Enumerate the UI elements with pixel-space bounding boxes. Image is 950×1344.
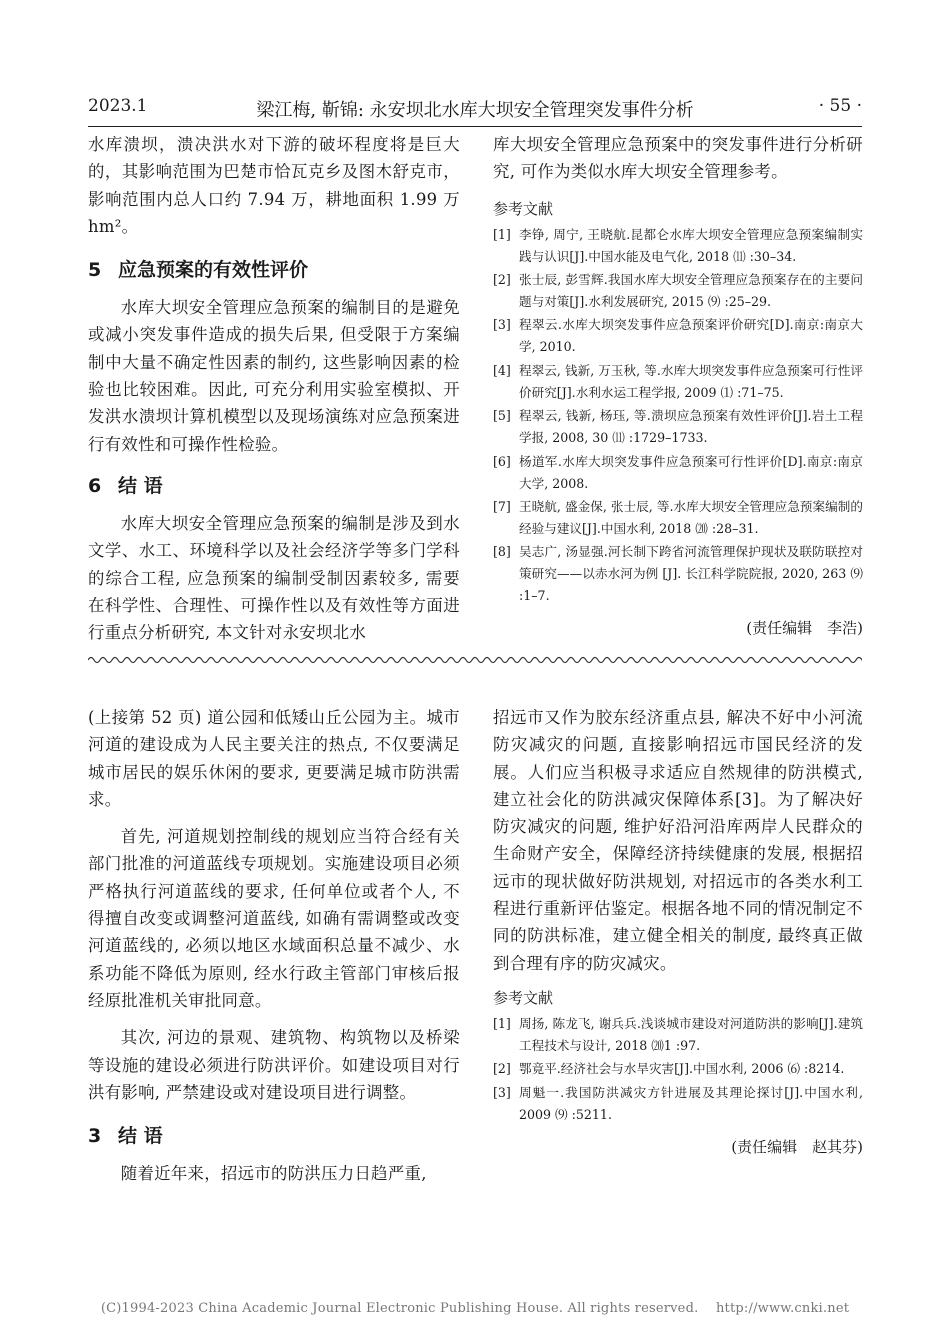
section-title: 结 语 [118,1125,163,1148]
reference-number: [2] [493,271,511,287]
reference-text: 周扬, 陈龙飞, 谢兵兵.浅谈城市建设对河道防洪的影响[J].建筑工程技术与设计, 2018 ⒇1 :97. [519,1015,863,1053]
section-number: 3 [88,1125,102,1148]
reference-number: [3] [493,317,511,333]
editor-credit: (责任编辑 李浩) [746,619,863,638]
copyright-footer: (C)1994-2023 China Academic Journal Electronic Publishing House. All rights reserved. http://www.cnki.net [100,1301,850,1316]
reference-number: [4] [493,362,511,378]
intro-paragraph: 水库溃坝，溃决洪水对下游的破坏程度将是巨大的，其影响范围为巴楚市恰瓦克乡及图木舒克市，影响范围内总人口约 7.94 万，耕地面积 1.99 万 hm²。 [88,135,460,236]
reference-item [493,451,863,495]
reference-text: 张士辰, 彭雪辉.我国水库大坝安全管理应急预案存在的主要问题与对策[J].水利发展研究, 2015 ⑼ :25–29. [519,271,863,309]
section-3-heading [88,1112,460,1160]
references-heading: 参考文献 [493,199,554,218]
page-number: · 55 · [818,96,862,116]
bottom-right-column [493,704,863,1157]
top-right-column [493,131,863,638]
bottom-paragraph-3: 其次, 河边的景观、建筑物、构筑物以及桥梁等设施的建设必须进行防洪评价。如建设项目对行洪有影响, 严禁建设或对建设项目进行调整。 [88,1028,460,1102]
reference-text: 杨道军.水库大坝突发事件应急预案可行性评价[D].南京:南京大学, 2008. [519,453,863,491]
reference-item [493,224,863,268]
reference-number: [1] [493,226,511,242]
section-number: 6 [88,474,102,497]
reference-item [493,496,863,540]
reference-number: [1] [493,1015,511,1031]
reference-number: [5] [493,408,511,424]
references-heading: 参考文献 [493,988,554,1007]
reference-number: [3] [493,1084,511,1100]
reference-list [493,1013,863,1126]
bottom-paragraph-4: 随着近年来，招远市的防洪压力日趋严重, [120,1164,427,1184]
reference-item [493,360,863,404]
section-divider-wave [88,652,862,668]
section-title: 结 语 [118,474,163,497]
reference-number: [6] [493,453,511,469]
section-5-paragraph: 水库大坝安全管理应急预案的编制目的是避免或减小突发事件造成的损失后果, 但受限于方案编制中大量不确定性因素的制约, 这些影响因素的检验也比较困难。因此, 可充分利用实验室模拟、开发洪水溃坝计算机模型以及现场演练对应急预案进行有效性和可操作性检验。 [88,298,460,454]
reference-text: 周魁一.我国防洪减灾方针进展及其理论探讨[J].中国水利, 2009 ⑼ :5211. [519,1084,863,1122]
reference-list [493,224,863,608]
reference-item [493,405,863,449]
bottom-paragraph-2: 首先, 河道规划控制线的规划应当符合经有关部门批准的河道蓝线专项规划。实施建设项目必须严格执行河道蓝线的要求, 任何单位或者个人, 不得擅自改变或调整河道蓝线, 如确有需调整或改变河道蓝线的, 必须以地区水域面积总量不减少、水系功能不降低为原则, 经水行政主管部门审核后报经原批准机关审批同意。 [88,827,460,1010]
header-rule [88,126,862,127]
section-number: 5 [88,259,102,282]
continued-paragraph: 库大坝安全管理应急预案中的突发事件进行分析研究, 可作为类似水库大坝安全管理参考。 [493,135,863,182]
reference-text: 吴志广, 汤显强.河长制下跨省河流管理保护现状及联防联控对策研究——以赤水河为例 [J]. 长江科学院院报, 2020, 263 ⑼ :1–7. [519,544,863,604]
issue-label: 2023.1 [88,96,148,116]
reference-number: [7] [493,498,511,514]
reference-text: 李铮, 周宁, 王晓航.昆都仑水库大坝安全管理应急预案编制实践与认识[J].中国水能及电气化, 2018 ⑾ :30–34. [519,226,863,264]
bottom-left-column [88,704,460,1187]
reference-item [493,1013,863,1057]
reference-item [493,541,863,607]
reference-item [493,1082,863,1126]
section-6-heading [88,462,460,510]
reference-item [493,269,863,313]
top-left-column [88,131,460,646]
section-6-paragraph: 水库大坝安全管理应急预案的编制是涉及到水文学、水工、环境科学以及社会经济学等多门学科的综合工程, 应急预案的编制受制因素较多, 需要在科学性、合理性、可操作性以及有效性等方面进行重点分析研究, 本文针对永安坝北水 [88,513,460,643]
reference-text: 王晓航, 盛金保, 张士辰, 等.水库大坝安全管理应急预案编制的经验与建议[J].中国水利, 2018 ⒇ :28–31. [519,498,863,536]
running-title: 梁江梅, 靳锦: 永安坝北水库大坝安全管理突发事件分析 [256,100,694,121]
reference-number: [8] [493,544,511,560]
reference-number: [2] [493,1061,511,1077]
reference-text: 程翠云.水库大坝突发事件应急预案评价研究[D].南京:南京大学, 2010. [519,317,863,355]
reference-text: 鄂竟平.经济社会与水旱灾害[J].中国水利, 2006 ⑹ :8214. [519,1061,845,1077]
bottom-paragraph-1: (上接第 52 页) 道公园和低矮山丘公园为主。城市河道的建设成为人民主要关注的热点, 不仅要满足城市居民的娱乐休闲的要求, 更要满足城市防洪需求。 [88,708,460,809]
editor-credit: (责任编辑 赵其芬) [731,1137,863,1156]
section-title: 应急预案的有效性评价 [118,259,309,282]
reference-item [493,1058,863,1080]
reference-text: 程翠云, 钱新, 万玉秋, 等.水库大坝突发事件应急预案可行性评价研究[J].水利水运工程学报, 2009 ⑴ :71–75. [519,362,863,400]
reference-item [493,314,863,358]
bottom-right-paragraph: 招远市又作为胶东经济重点县, 解决不好中小河流防灾减灾的问题, 直接影响招远市国民经济的发展。人们应当积极寻求适应自然规律的防洪模式, 建立社会化的防洪减灾保障体系[3]。为了解决好防灾减灾的问题, 维护好沿河沿库两岸人民群众的生命财产安全，保障经济持续健康的发展, 根据招远市的现状做好防洪规划, 对招远市的各类水利工程进行重新评估鉴定。根据各地不同的情况制定不同的防洪标准，建立健全相关的制度, 最终真正做到合理有序的防灾减灾。 [493,708,863,973]
reference-text: 程翠云, 钱新, 杨珏, 等.溃坝应急预案有效性评价[J].岩土工程学报, 2008, 30 ⑾ :1729–1733. [519,408,863,446]
section-5-heading [88,246,460,294]
running-header [88,96,862,126]
